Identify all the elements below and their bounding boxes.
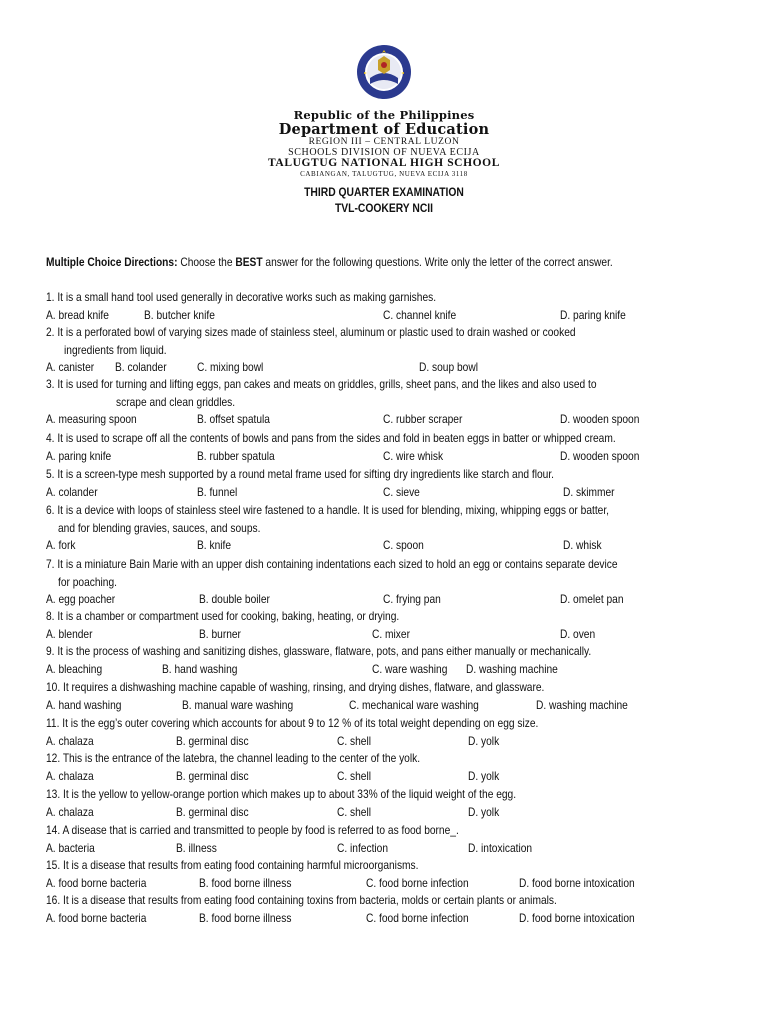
answer-choice: C. shell [337, 768, 372, 783]
question-stem-continued: ingredients from liquid. [64, 342, 167, 357]
answer-choice: B. knife [197, 538, 232, 552]
answer-choice: B. rubber spatula [197, 448, 275, 463]
answer-choice: A. fork [46, 538, 76, 552]
answer-choice: C. spoon [383, 538, 424, 552]
directions-text-after: answer for the following questions. Write only the letter of the correct answer. [265, 255, 613, 269]
answer-choice: B. offset spatula [197, 412, 270, 426]
question-stem: 12. This is the entrance of the latebra, the channel leading to the center of the yolk. [46, 751, 421, 765]
question-stem: 13. It is the yellow to yellow-orange portion which makes up to about 33% of the liquid weight of the egg. [46, 787, 517, 801]
answer-choice: B. germinal disc [176, 804, 249, 819]
answer-choice: D. food borne intoxication [519, 875, 635, 890]
answer-choice: A. bacteria [46, 840, 95, 855]
answer-choice: D. wooden spoon [560, 412, 640, 426]
header-division: SCHOOLS DIVISION OF NUEVA ECIJA [288, 147, 480, 158]
answer-choice: D. whisk [563, 538, 602, 552]
answer-choice: D. wooden spoon [560, 448, 640, 463]
answer-choice: B. double boiler [199, 592, 270, 606]
answer-choice: B. germinal disc [176, 733, 249, 748]
answer-choice: D. food borne intoxication [519, 910, 635, 925]
header-region: REGION III – CENTRAL LUZON [308, 137, 460, 147]
answer-choice: A. paring knife [46, 448, 112, 463]
answer-choice: D. yolk [468, 804, 500, 819]
header-address: CABIANGAN, TALUGTUG, NUEVA ECIJA 3118 [300, 170, 468, 178]
question-stem-continued: for poaching. [58, 574, 117, 589]
answer-choice: C. mechanical ware washing [349, 697, 479, 712]
question-stem: 9. It is the process of washing and sanitizing dishes, glassware, flatware, pots, and pans either manually or mechanically. [46, 644, 592, 658]
answer-choice: B. food borne illness [199, 910, 292, 925]
answer-choice: C. shell [337, 804, 372, 819]
answer-choice: D. skimmer [563, 484, 615, 499]
answer-choice: C. channel knife [383, 307, 457, 322]
answer-choice: D. intoxication [468, 840, 533, 855]
answer-choice: C. rubber scraper [383, 412, 463, 426]
question-stem: 1. It is a small hand tool used generally in decorative works such as making garnishes. [46, 290, 437, 304]
answer-choice: A. food borne bacteria [46, 875, 147, 890]
answer-choice: A. measuring spoon [46, 412, 137, 426]
exam-title: THIRD QUARTER EXAMINATION [304, 185, 464, 199]
question-stem: 7. It is a miniature Bain Marie with an upper dish containing indentations each sized to hold an egg or contains separate device [46, 557, 618, 571]
answer-choice: D. oven [560, 626, 596, 641]
question-stem: 6. It is a device with loops of stainless steel wire fastened to a handle. It is used for blending, mixing, whipping eggs or batter, [46, 503, 610, 517]
answer-choice: B. butcher knife [144, 307, 215, 322]
question-stem: 3. It is used for turning and lifting eggs, pan cakes and meats on griddles, grills, sheet pans, and the likes and also used to [46, 377, 597, 391]
answer-choice: C. frying pan [383, 592, 441, 606]
answer-choice: C. mixer [372, 626, 410, 641]
answer-choice: A. chalaza [46, 733, 94, 748]
answer-choice: B. food borne illness [199, 875, 292, 890]
answer-choice: C. infection [337, 840, 389, 855]
answer-choice: C. ware washing [372, 661, 448, 676]
answer-choice: A. colander [46, 484, 98, 499]
directions-text-before: Choose the [180, 255, 233, 269]
answer-choice: D. paring knife [560, 307, 626, 322]
exam-subject: TVL-COOKERY NCII [334, 201, 434, 215]
question-stem: 14. A disease that is carried and transmitted to people by food is referred to as food borne_. [46, 823, 459, 837]
answer-choice: A. bleaching [46, 661, 103, 676]
question-stem-continued: scrape and clean griddles. [116, 394, 236, 409]
answer-choice: D. yolk [468, 768, 500, 783]
question-stem: 11. It is the egg’s outer covering which accounts for about 9 to 12 % of its total weight depending on egg size. [46, 716, 539, 730]
header-school: TALUGTUG NATIONAL HIGH SCHOOL [268, 157, 500, 169]
answer-choice: A. bread knife [46, 307, 109, 322]
answer-choice: B. burner [199, 626, 241, 641]
answer-choice: A. blender [46, 626, 93, 641]
answer-choice: D. washing machine [466, 661, 558, 676]
answer-choice: C. mixing bowl [197, 360, 264, 374]
question-stem: 16. It is a disease that results from eating food containing toxins from bacteria, molds or certain plants or animals. [46, 893, 557, 907]
answer-choice: C. sieve [383, 484, 420, 499]
header-department: Department of Education [278, 121, 490, 138]
answer-choice: B. hand washing [162, 661, 238, 676]
question-stem-continued: and for blending gravies, sauces, and soups. [58, 520, 261, 535]
answer-choice: A. hand washing [46, 697, 122, 712]
answer-choice: C. food borne infection [366, 875, 469, 890]
answer-choice: B. funnel [197, 484, 238, 499]
answer-choice: C. wire whisk [383, 448, 444, 463]
answer-choice: A. food borne bacteria [46, 910, 147, 925]
deped-seal-logo [356, 44, 412, 100]
directions [46, 255, 613, 270]
answer-choice: B. illness [176, 840, 217, 855]
answer-choice: B. germinal disc [176, 768, 249, 783]
header-republic: Republic of the Philippines [293, 108, 475, 122]
answer-choice: D. yolk [468, 733, 500, 748]
directions-emphasis: BEST [235, 255, 263, 269]
answer-choice: C. shell [337, 733, 372, 748]
question-stem: 4. It is used to scrape off all the contents of bowls and pans from the sides and fold in beaten eggs in batter or whipped cream. [46, 431, 616, 445]
answer-choice: D. soup bowl [419, 360, 478, 374]
answer-choice: A. egg poacher [46, 592, 116, 606]
answer-choice: A. chalaza [46, 768, 94, 783]
directions-label: Multiple Choice Directions: [46, 255, 178, 269]
question-stem: 8. It is a chamber or compartment used for cooking, baking, heating, or drying. [46, 609, 400, 623]
question-stem: 5. It is a screen-type mesh supported by a round metal frame used for sifting dry ingredients like starch and flour. [46, 467, 554, 481]
answer-choice: B. manual ware washing [182, 697, 294, 712]
question-stem: 15. It is a disease that results from eating food containing harmful microorganisms. [46, 858, 419, 872]
question-stem: 10. It requires a dishwashing machine capable of washing, rinsing, and drying dishes, flatware, and glassware. [46, 680, 545, 694]
answer-choice: A. canister [46, 360, 95, 374]
question-stem: 2. It is a perforated bowl of varying sizes made of stainless steel, aluminum or plastic used to drain washed or cooked [46, 325, 576, 339]
answer-choice: D. omelet pan [560, 592, 624, 606]
answer-choice: D. washing machine [536, 697, 628, 712]
answer-choice: C. food borne infection [366, 910, 469, 925]
answer-choice: A. chalaza [46, 804, 94, 819]
answer-choice: B. colander [115, 360, 167, 374]
